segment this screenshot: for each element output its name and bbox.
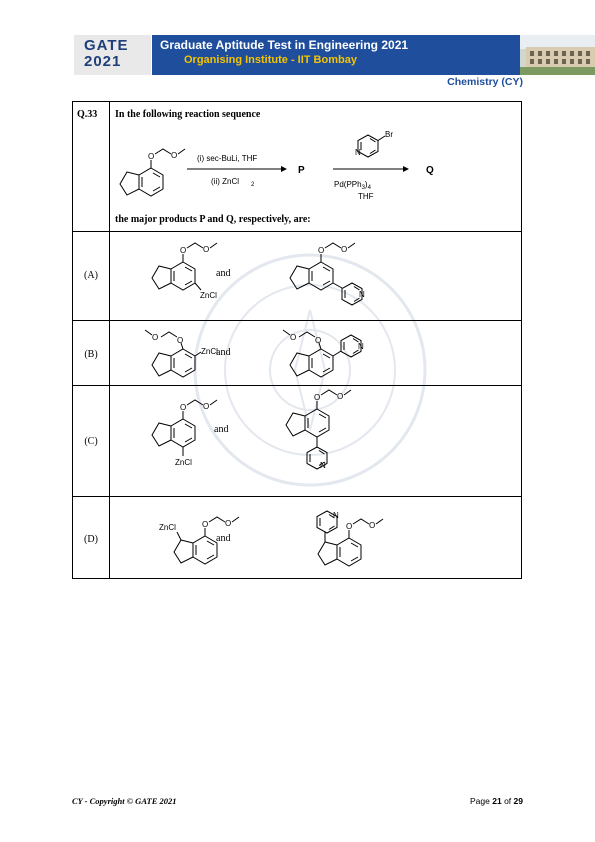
of-word: of [504,796,512,806]
oxygen-atom: O [225,519,232,528]
zncl-group: ZnCl [201,347,218,356]
page-header [74,35,523,75]
option-d-and: and [216,533,231,544]
option-b-and: and [216,347,231,358]
option-a-structures [113,234,513,320]
oxygen-atom: O [290,333,297,342]
header-banner [152,35,523,75]
footer-page-number [470,796,523,806]
oxygen-atom: O [202,520,209,529]
oxygen-atom: O [318,246,325,255]
option-c-and: and [214,424,229,435]
solvent-text: THF [358,192,374,201]
oxygen-atom: O [171,151,178,160]
page-current: 21 [492,796,502,806]
logo-gate-text: GATE [84,37,129,54]
option-a-label[interactable]: (A) [84,270,98,281]
page-word: Page [469,796,490,806]
row-divider [73,231,521,232]
gate-logo [74,35,151,75]
starting-material [120,149,185,196]
oxygen-atom: O [314,393,321,402]
subject-label: Chemistry (CY) [447,76,523,88]
zncl-group: ZnCl [175,458,192,467]
option-a-and: and [216,268,231,279]
nitrogen-atom: N [359,290,365,299]
oxygen-atom: O [203,402,210,411]
column-divider [109,102,110,578]
oxygen-atom: O [369,521,376,530]
oxygen-atom: O [180,246,187,255]
option-b-structures [113,322,513,386]
oxygen-atom: O [203,245,210,254]
reaction-scheme [113,124,513,214]
option-c-structures [113,387,513,495]
question-intro: In the following reaction sequence [115,109,261,120]
oxygen-atom: O [337,392,344,401]
catalyst-text: $Pd(PPh_3)_4$ [334,180,371,191]
header-subtitle: Organising Institute - IIT Bombay [184,54,357,66]
oxygen-atom: O [341,245,348,254]
page-total: 29 [513,796,523,806]
oxygen-atom: O [346,522,353,531]
logo-year-text: 2021 [84,53,122,70]
header-title: Graduate Aptitude Test in Engineering 2021 [160,38,409,52]
row-divider [73,496,521,497]
option-b-label[interactable]: (B) [84,349,98,360]
building-image [520,35,595,75]
arrowhead [281,166,287,172]
nitrogen-atom: N [333,511,339,520]
step2-reagent: (ii) ZnCl [211,177,239,186]
oxygen-atom: O [315,336,322,345]
question-table [72,101,522,579]
option-d-label[interactable]: (D) [84,534,98,545]
zncl-group: ZnCl [200,291,217,300]
oxygen-atom: O [177,336,184,345]
question-number: Q.33 [77,109,98,120]
arrowhead [403,166,409,172]
step1-reagent: (i) sec-BuLi, THF [197,154,258,163]
option-d-structures [113,498,513,580]
bromine-atom: Br [385,130,393,139]
zncl-group: ZnCl [159,523,176,532]
step2-subscript: 2 [251,182,255,188]
nitrogen-atom: N [320,461,326,470]
oxygen-atom: O [148,152,155,161]
oxygen-atom: O [180,403,187,412]
nitrogen-atom: N [355,148,361,157]
option-c-label[interactable]: (C) [84,436,98,447]
row-divider [73,320,521,321]
nitrogen-atom: N [358,342,364,351]
bromopyridine [355,130,393,157]
product-q: Q [426,165,434,176]
oxygen-atom: O [152,333,159,342]
question-ask: the major products P and Q, respectively, are: [115,214,311,225]
product-p: P [298,165,305,176]
footer-copyright: CY - Copyright © GATE 2021 [72,796,177,806]
